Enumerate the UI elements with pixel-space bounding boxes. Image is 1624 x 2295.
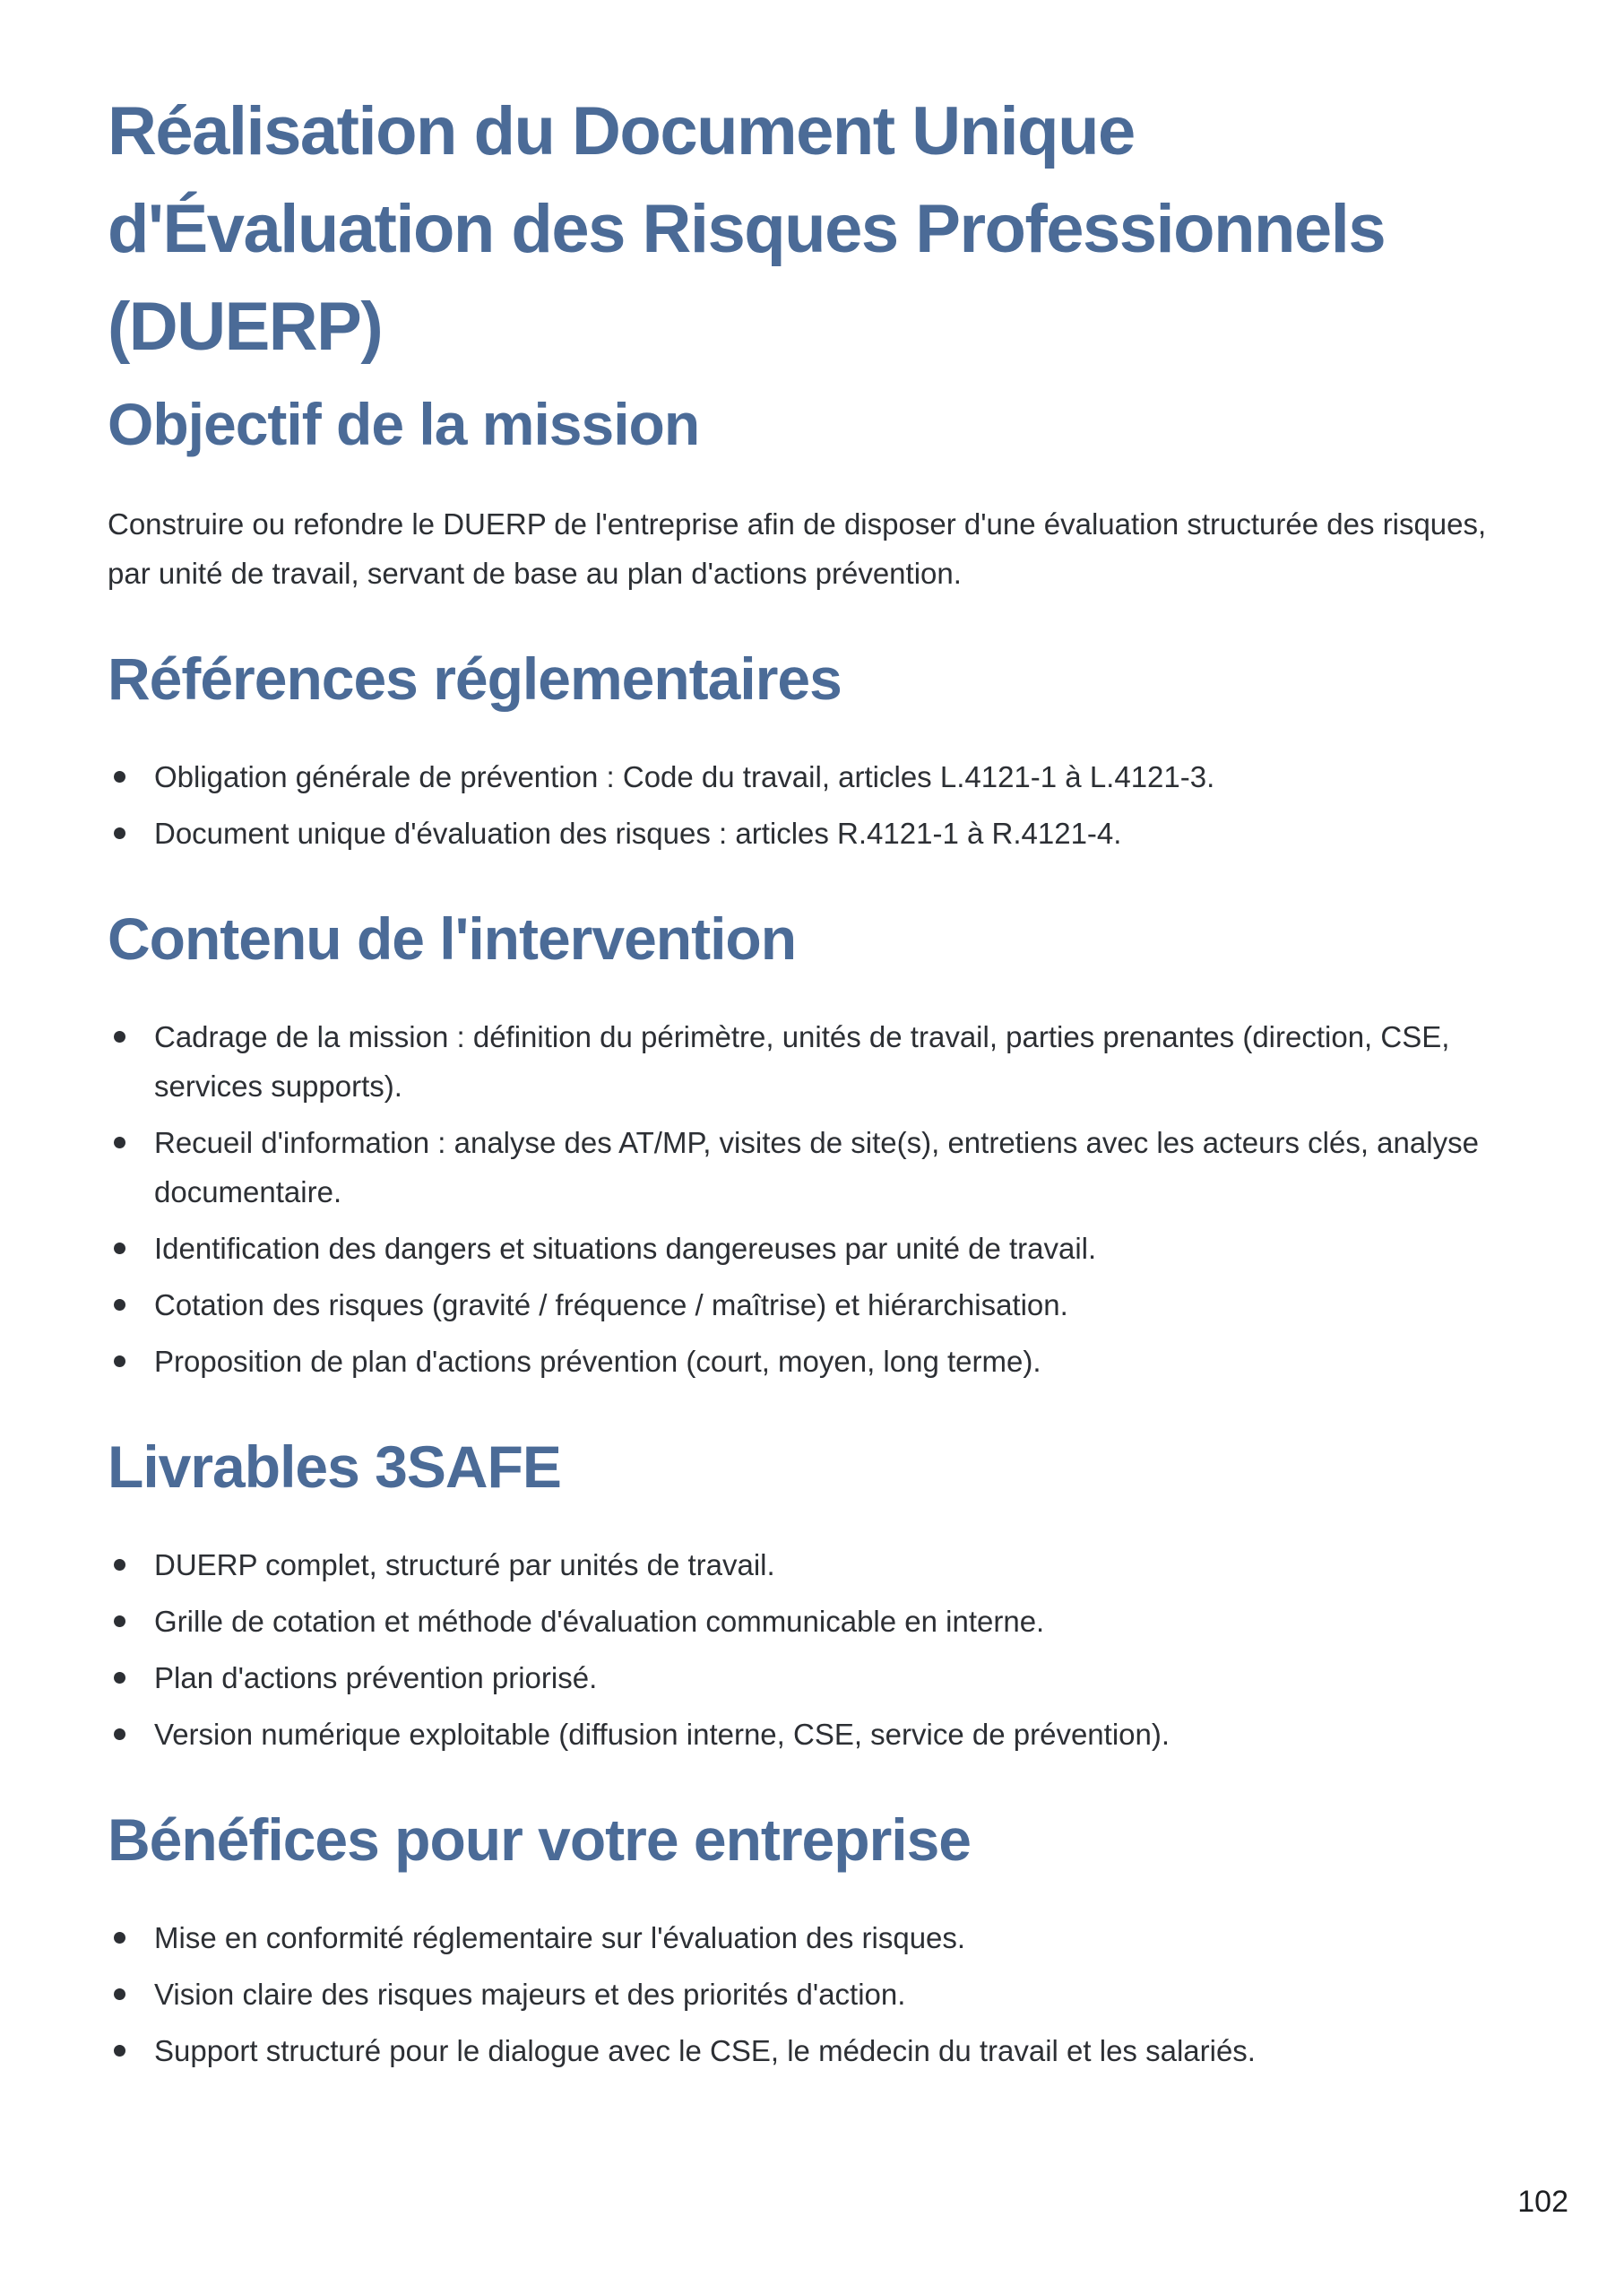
page-title-line-2: d'Évaluation des Risques Professionnels: [108, 191, 1386, 267]
paragraph-objectif: Construire ou refondre le DUERP de l'entreprise afin de disposer d'une évaluation structurée des risques, par unité de travail, servant de base au plan d'actions prévention.: [108, 507, 1487, 590]
list-item: Proposition de plan d'actions prévention (court, moyen, long terme).: [108, 1337, 1516, 1386]
references-list: [108, 752, 1516, 858]
heading-benefices: Bénéfices pour votre entreprise: [108, 1806, 971, 1873]
page-number: 102: [1517, 2185, 1568, 2219]
benefices-list: [108, 1913, 1516, 2075]
page-title-line-3: (DUERP): [108, 289, 383, 365]
list-item: Support structuré pour le dialogue avec le CSE, le médecin du travail et les salariés.: [108, 2026, 1516, 2075]
livrables-list: [108, 1540, 1516, 1759]
list-item: Version numérique exploitable (diffusion interne, CSE, service de prévention).: [108, 1710, 1516, 1759]
list-item: Plan d'actions prévention priorisé.: [108, 1653, 1516, 1702]
list-item: DUERP complet, structuré par unités de travail.: [108, 1540, 1516, 1589]
heading-objectif: Objectif de la mission: [108, 391, 700, 457]
contenu-list: [108, 1012, 1516, 1386]
heading-contenu: Contenu de l'intervention: [108, 905, 797, 972]
list-item: Cadrage de la mission : définition du périmètre, unités de travail, parties prenantes (direction, CSE, services supports).: [108, 1012, 1516, 1111]
heading-references: Références réglementaires: [108, 645, 842, 712]
heading-livrables: Livrables 3SAFE: [108, 1433, 561, 1500]
list-item: Identification des dangers et situations dangereuses par unité de travail.: [108, 1224, 1516, 1273]
list-item: Mise en conformité réglementaire sur l'évaluation des risques.: [108, 1913, 1516, 1962]
list-item: Document unique d'évaluation des risques : articles R.4121-1 à R.4121-4.: [108, 809, 1516, 858]
list-item: Vision claire des risques majeurs et des priorités d'action.: [108, 1970, 1516, 2019]
page-title: [108, 82, 1516, 376]
list-item: Cotation des risques (gravité / fréquence / maîtrise) et hiérarchisation.: [108, 1280, 1516, 1329]
list-item: Recueil d'information : analyse des AT/MP, visites de site(s), entretiens avec les acteurs clés, analyse documentaire.: [108, 1118, 1516, 1217]
list-item: Obligation générale de prévention : Code du travail, articles L.4121-1 à L.4121-3.: [108, 752, 1516, 801]
page-title-line-1: Réalisation du Document Unique: [108, 93, 1135, 169]
list-item: Grille de cotation et méthode d'évaluation communicable en interne.: [108, 1597, 1516, 1646]
